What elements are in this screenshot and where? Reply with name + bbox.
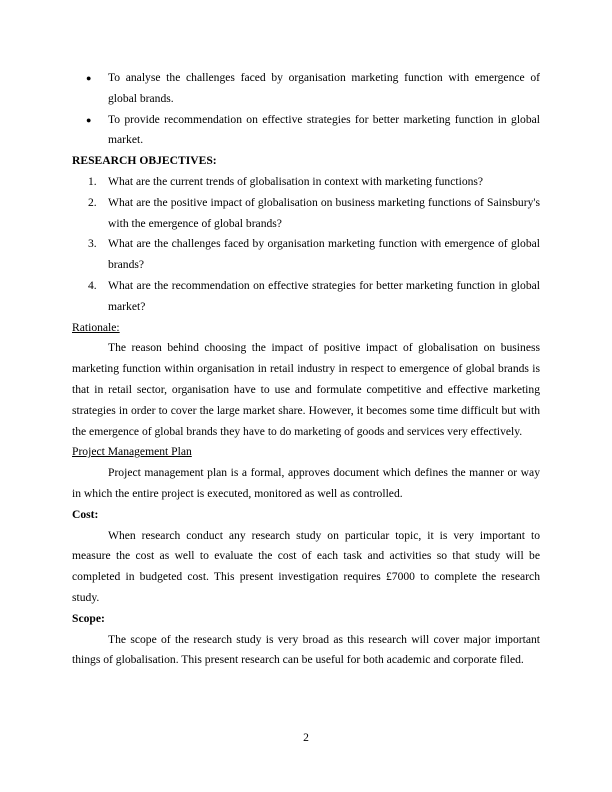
objective-number: 3. (88, 237, 97, 251)
objective-text: What are the positive impact of globalisation on business marketing functions of Sainsbury's with the emergence of global brands? (108, 195, 540, 230)
bullet-item (72, 68, 540, 110)
objective-item (72, 172, 540, 193)
objective-number: 4. (88, 278, 97, 292)
cost-paragraph: When research conduct any research study on particular topic, it is very important to measure the cost as well to evaluate the cost of each task and activities so that study will be completed in budgeted cost. This present investigation requires £7000 to complete the research study. (72, 528, 540, 604)
bullet-icon: ● (86, 73, 92, 83)
aims-bullet-list (72, 68, 540, 151)
scope-heading: Scope: (72, 611, 105, 625)
bullet-text: To provide recommendation on effective strategies for better marketing function in global market. (108, 112, 540, 147)
project-management-plan-paragraph: Project management plan is a formal, approves document which defines the manner or way in which the entire project is executed, monitored as well as controlled. (72, 466, 540, 500)
rationale-paragraph: The reason behind choosing the impact of positive impact of globalisation on business marketing function within organisation in retail industry in respect to emergence of global brands is that in retail sector, organisation have to use and formulate competitive and effective marketing strategies in order to cover the large market share. However, it becomes some time difficult but with the emergence of global brands they have to do marketing of goods and services very effectively. (72, 341, 540, 438)
project-management-plan-heading: Project Management Plan (72, 445, 192, 459)
objective-number: 1. (88, 174, 97, 188)
bullet-text: To analyse the challenges faced by organisation marketing function with emergence of global brands. (108, 71, 540, 105)
scope-paragraph: The scope of the research study is very broad as this research will cover major important things of globalisation. This present research can be useful for both academic and corporate filed. (72, 632, 540, 667)
objective-text: What are the challenges faced by organisation marketing function with emergence of global brands? (108, 237, 540, 272)
objective-text: What are the current trends of globalisation in context with marketing functions? (108, 174, 484, 188)
objectives-heading: RESEARCH OBJECTIVES: (72, 154, 217, 168)
objective-text: What are the recommendation on effective strategies for better marketing function in global market? (108, 278, 540, 313)
objective-item (72, 234, 540, 276)
bullet-item (72, 110, 540, 152)
cost-heading: Cost: (72, 507, 99, 521)
rationale-heading: Rationale: (72, 320, 120, 334)
objective-number: 2. (88, 195, 97, 209)
objective-item (72, 193, 540, 235)
objective-item (72, 276, 540, 318)
page-number: 2 (303, 731, 309, 744)
bullet-icon: ● (86, 114, 92, 125)
page-content (72, 68, 540, 671)
objectives-list (72, 172, 540, 318)
